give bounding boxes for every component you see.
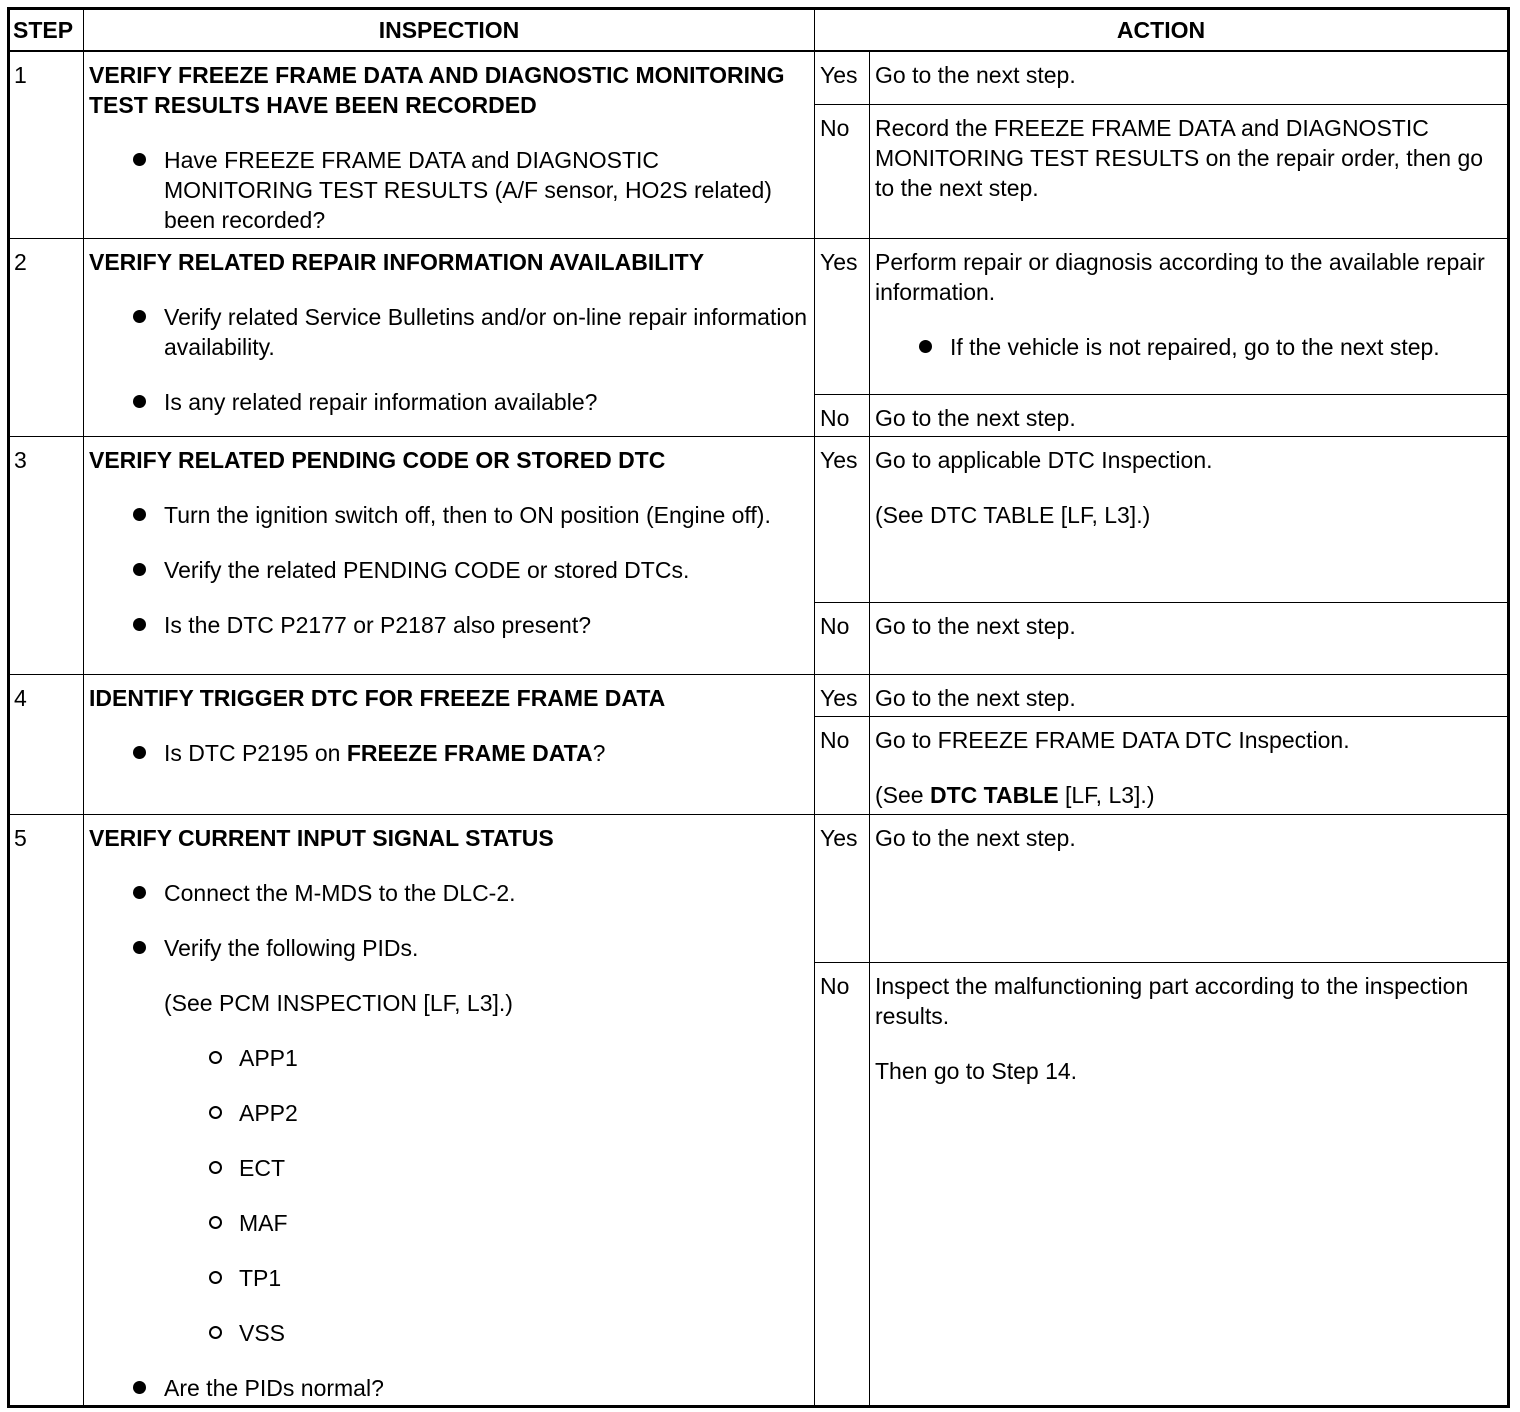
step-2-no-label: No — [815, 395, 870, 437]
step-2-yes-bullet: If the vehicle is not repaired, go to the next step. — [875, 332, 1501, 362]
pid-item: ECT — [89, 1153, 808, 1183]
step-1-yes-row — [9, 51, 1509, 105]
bullet-dot-icon — [133, 746, 146, 759]
step-5-no-action — [870, 963, 1509, 1407]
step-3-number: 3 — [9, 437, 84, 675]
circle-bullet-icon — [209, 1106, 222, 1119]
step-3-bullets — [89, 500, 808, 640]
step-3-yes-action — [870, 437, 1509, 603]
step-4-bullet-1: Is DTC P2195 on FREEZE FRAME DATA? — [89, 738, 808, 768]
header-step: STEP — [9, 9, 84, 51]
step-4-no-ref: (See DTC TABLE [LF, L3].) — [875, 782, 1155, 808]
step-5-no-text-2: Then go to Step 14. — [875, 1058, 1078, 1084]
step-3-yes-text: Go to applicable DTC Inspection. — [875, 447, 1213, 473]
step-4-yes-row — [9, 675, 1509, 717]
step-2-yes-bullets — [875, 332, 1501, 362]
step-3-yes-row — [9, 437, 1509, 603]
step-1-bullet-1: Have FREEZE FRAME DATA and DIAGNOSTIC MONITORING TEST RESULTS (A/F sensor, HO2S related) been recorded? — [89, 145, 808, 235]
circle-bullet-icon — [209, 1326, 222, 1339]
step-1-number: 1 — [9, 51, 84, 239]
step-1-title: VERIFY FREEZE FRAME DATA AND DIAGNOSTIC MONITORING TEST RESULTS HAVE BEEN RECORDED — [89, 61, 785, 118]
step-2-no-action: Go to the next step. — [870, 395, 1509, 437]
step-2-yes-action — [870, 239, 1509, 395]
step-5-no-label: No — [815, 963, 870, 1407]
header-inspection: INSPECTION — [84, 9, 815, 51]
step-4-yes-label: Yes — [815, 675, 870, 717]
bullet-dot-icon — [133, 153, 146, 166]
step-4-yes-action: Go to the next step. — [870, 675, 1509, 717]
diagnostic-procedure-table — [7, 7, 1510, 1408]
bullet-dot-icon — [919, 340, 932, 353]
step-3-bullet-3: Is the DTC P2177 or P2187 also present? — [89, 610, 808, 640]
step-1-yes-label: Yes — [815, 51, 870, 105]
step-2-title: VERIFY RELATED REPAIR INFORMATION AVAILABILITY — [89, 249, 705, 275]
header-row — [9, 9, 1509, 51]
step-5-no-text: Inspect the malfunctioning part according to the inspection results. — [875, 973, 1469, 1029]
step-5-bullet-1: Connect the M-MDS to the DLC-2. — [89, 878, 808, 908]
pid-item: APP2 — [89, 1098, 808, 1128]
step-5-bullets-final — [89, 1373, 808, 1403]
bullet-dot-icon — [133, 508, 146, 521]
step-2-yes-row — [9, 239, 1509, 395]
step-1-bullets — [89, 145, 808, 235]
header-action: ACTION — [815, 9, 1509, 51]
circle-bullet-icon — [209, 1051, 222, 1064]
step-5-yes-action: Go to the next step. — [870, 815, 1509, 963]
bullet-dot-icon — [133, 618, 146, 631]
bullet-dot-icon — [133, 310, 146, 323]
circle-bullet-icon — [209, 1271, 222, 1284]
step-3-no-label: No — [815, 603, 870, 675]
circle-bullet-icon — [209, 1216, 222, 1229]
step-5-inspection — [84, 815, 815, 1407]
step-4-bullets — [89, 738, 808, 768]
bullet-dot-icon — [133, 395, 146, 408]
step-4-no-action — [870, 717, 1509, 815]
pid-item: TP1 — [89, 1263, 808, 1293]
bullet-dot-icon — [133, 941, 146, 954]
step-3-yes-ref: (See DTC TABLE [LF, L3].) — [875, 502, 1151, 528]
step-3-yes-label: Yes — [815, 437, 870, 603]
step-4-no-text: Go to FREEZE FRAME DATA DTC Inspection. — [875, 727, 1350, 753]
pid-item: APP1 — [89, 1043, 808, 1073]
step-2-bullets — [89, 302, 808, 417]
step-5-yes-row — [9, 815, 1509, 963]
step-2-bullet-2: Is any related repair information available? — [89, 387, 808, 417]
step-5-yes-label: Yes — [815, 815, 870, 963]
step-3-bullet-1: Turn the ignition switch off, then to ON position (Engine off). — [89, 500, 808, 530]
pid-item: MAF — [89, 1208, 808, 1238]
bullet-dot-icon — [133, 563, 146, 576]
step-4-no-label: No — [815, 717, 870, 815]
step-2-inspection — [84, 239, 815, 437]
step-2-bullet-1: Verify related Service Bulletins and/or on-line repair information availability. — [89, 302, 808, 362]
step-5-title: VERIFY CURRENT INPUT SIGNAL STATUS — [89, 825, 554, 851]
step-2-number: 2 — [9, 239, 84, 437]
step-3-inspection — [84, 437, 815, 675]
bullet-dot-icon — [133, 1381, 146, 1394]
step-1-no-action: Record the FREEZE FRAME DATA and DIAGNOSTIC MONITORING TEST RESULTS on the repair order, then go to the next step. — [870, 105, 1509, 239]
step-5-bullet-3: Are the PIDs normal? — [89, 1373, 808, 1403]
step-2-yes-text: Perform repair or diagnosis according to the available repair information. — [875, 249, 1485, 305]
step-1-inspection — [84, 51, 815, 239]
step-3-no-action: Go to the next step. — [870, 603, 1509, 675]
step-3-bullet-2: Verify the related PENDING CODE or stored DTCs. — [89, 555, 808, 585]
step-5-bullet-2: Verify the following PIDs. — [89, 933, 808, 963]
step-5-pid-list — [89, 1043, 808, 1348]
step-4-number: 4 — [9, 675, 84, 815]
step-2-yes-label: Yes — [815, 239, 870, 395]
step-5-ref: (See PCM INSPECTION [LF, L3].) — [164, 990, 513, 1016]
pid-item: VSS — [89, 1318, 808, 1348]
step-5-number: 5 — [9, 815, 84, 1407]
step-5-bullets — [89, 878, 808, 963]
step-4-inspection — [84, 675, 815, 815]
step-3-title: VERIFY RELATED PENDING CODE OR STORED DTC — [89, 447, 666, 473]
step-1-no-label: No — [815, 105, 870, 239]
step-1-yes-action: Go to the next step. — [870, 51, 1509, 105]
circle-bullet-icon — [209, 1161, 222, 1174]
bullet-dot-icon — [133, 886, 146, 899]
step-4-title: IDENTIFY TRIGGER DTC FOR FREEZE FRAME DATA — [89, 685, 666, 711]
